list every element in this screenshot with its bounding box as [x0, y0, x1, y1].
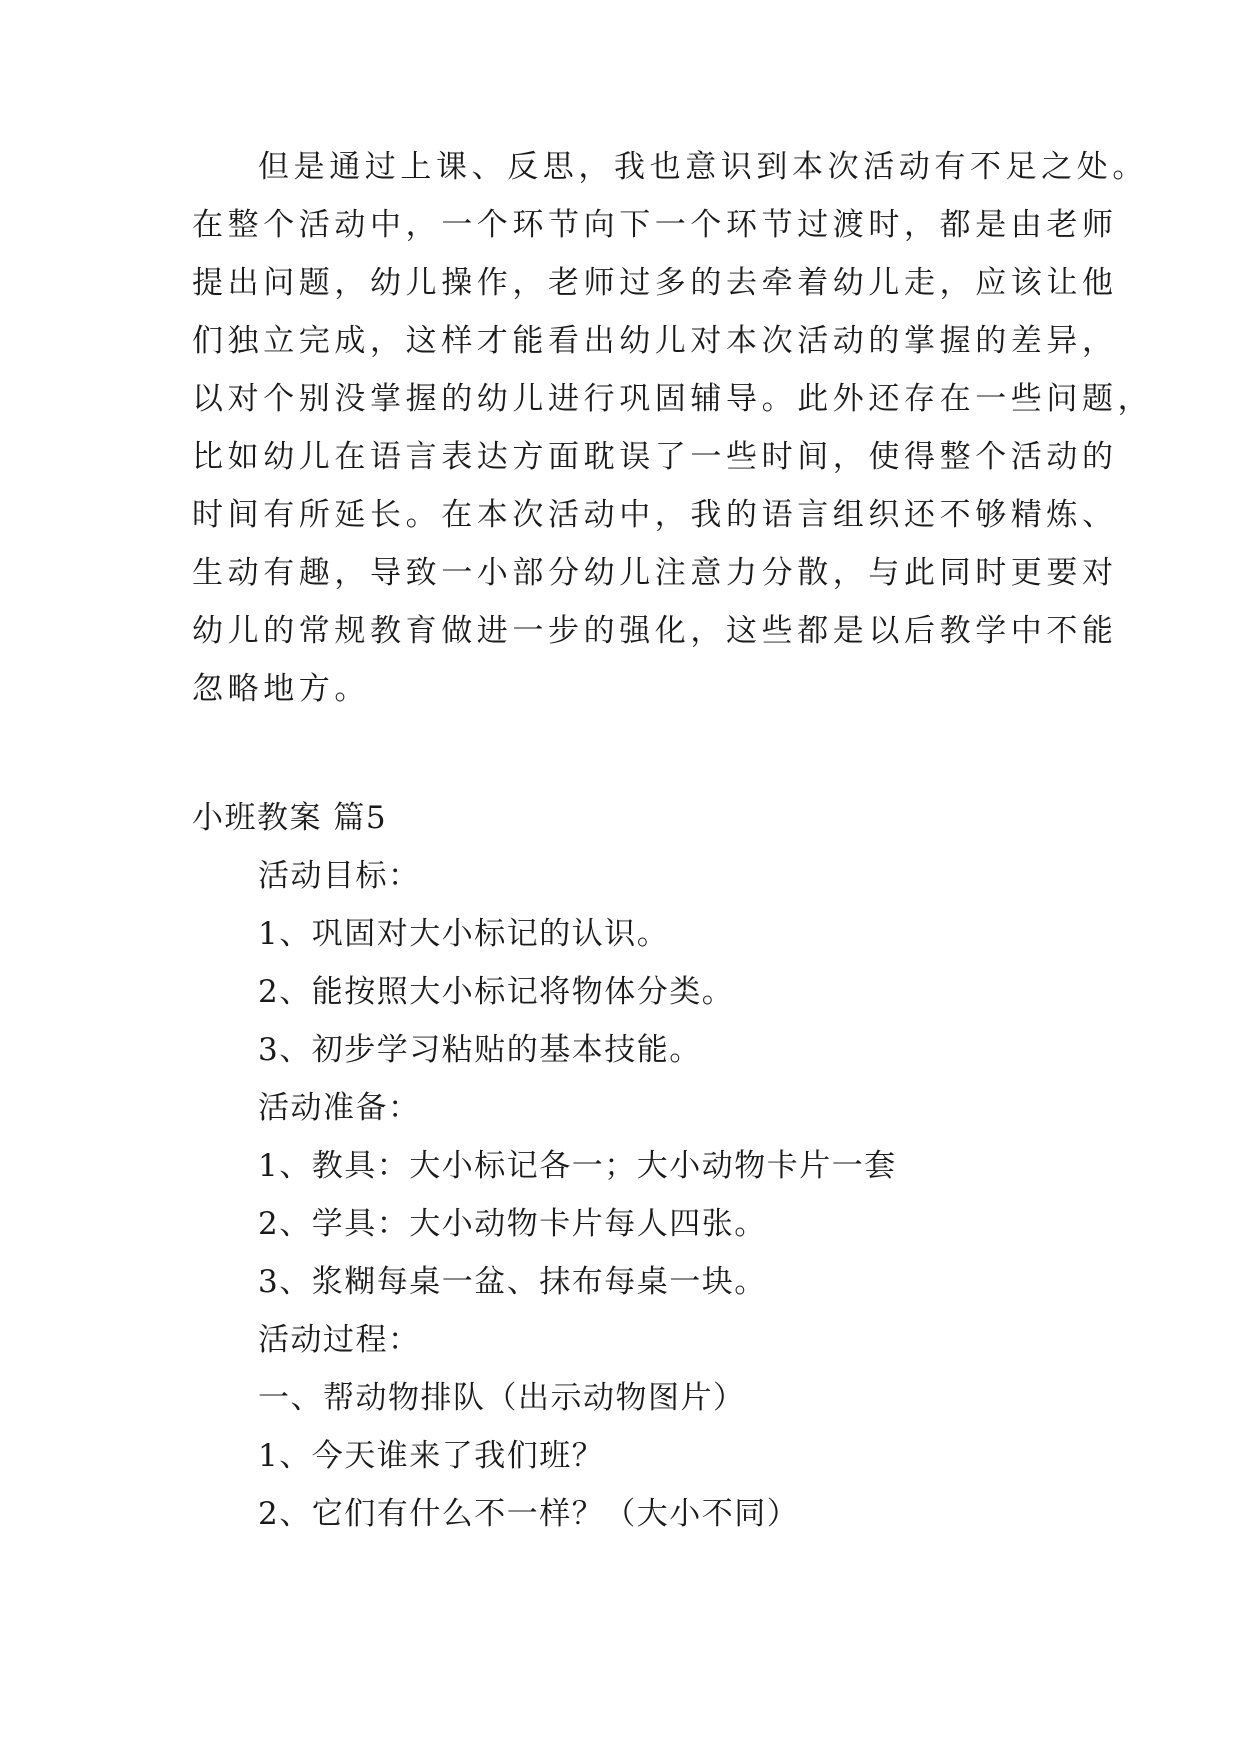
- goal-item-2: 2、能按照大小标记将物体分类。: [258, 974, 735, 1010]
- reflection-line-10: 忽略地方。: [192, 671, 370, 707]
- reflection-line-6: 比如幼儿在语言表达方面耽误了一些时间，使得整个活动的: [192, 439, 1118, 475]
- reflection-line-8: 生动有趣，导致一小部分幼儿注意力分散，与此同时更要对: [192, 555, 1118, 591]
- reflection-line-2: 在整个活动中，一个环节向下一个环节过渡时，都是由老师: [192, 207, 1118, 243]
- process-heading: 活动过程：: [258, 1322, 421, 1358]
- section-title: 小班教案 篇5: [192, 800, 388, 836]
- reflection-line-5: 以对个别没掌握的幼儿进行巩固辅导。此外还存在一些问题，: [192, 381, 1154, 417]
- prep-item-2: 2、学具：大小动物卡片每人四张。: [258, 1206, 767, 1242]
- goal-item-3: 3、初步学习粘贴的基本技能。: [258, 1032, 702, 1068]
- reflection-line-9: 幼儿的常规教育做进一步的强化，这些都是以后教学中不能: [192, 613, 1118, 649]
- prep-heading: 活动准备：: [258, 1090, 421, 1126]
- process-step-1: 一、帮动物排队（出示动物图片）: [258, 1380, 746, 1416]
- goal-item-1: 1、巩固对大小标记的认识。: [258, 916, 670, 952]
- reflection-line-3: 提出问题，幼儿操作，老师过多的去牵着幼儿走，应该让他: [192, 265, 1118, 301]
- prep-item-3: 3、浆糊每桌一盆、抹布每桌一块。: [258, 1264, 767, 1300]
- reflection-line-4: 们独立完成，这样才能看出幼儿对本次活动的掌握的差异，: [192, 323, 1118, 359]
- process-item-1: 1、今天谁来了我们班？: [258, 1438, 605, 1474]
- prep-item-1: 1、教具：大小标记各一；大小动物卡片一套: [258, 1148, 897, 1184]
- reflection-line-1: 但是通过上课、反思，我也意识到本次活动有不足之处。: [258, 149, 1148, 185]
- process-item-2: 2、它们有什么不一样？（大小不同）: [258, 1496, 800, 1532]
- goals-heading: 活动目标：: [258, 858, 421, 894]
- reflection-line-7: 时间有所延长。在本次活动中，我的语言组织还不够精炼、: [192, 497, 1118, 533]
